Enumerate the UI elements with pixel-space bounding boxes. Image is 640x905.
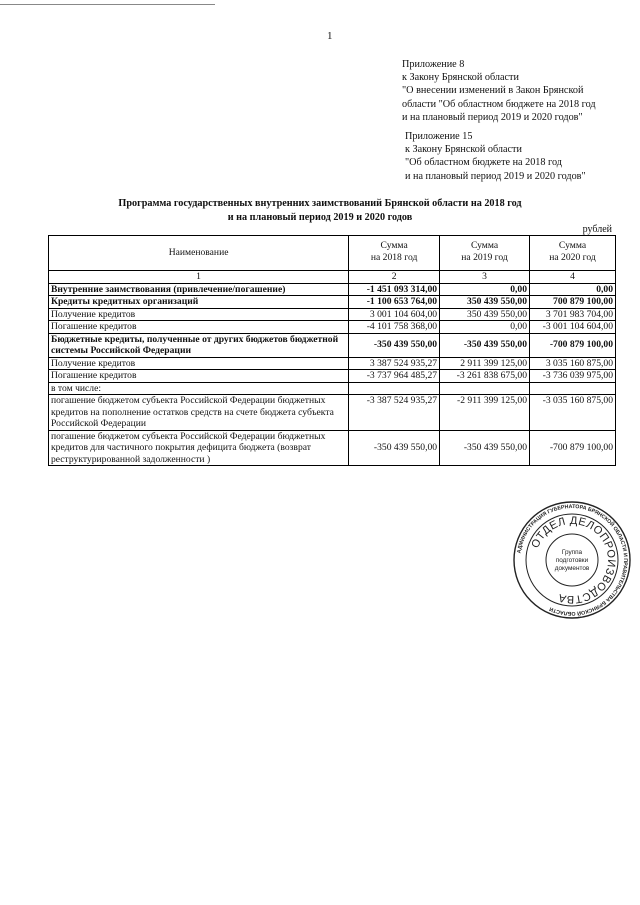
row-2020-cell: 700 879 100,00 [530, 296, 616, 309]
appendix-line: к Закону Брянской области [402, 72, 519, 84]
row-name-cell: погашение бюджетом субъекта Российской Федерации бюджетных кредитов на пополнение остатков средств на счете бюджета субъекта Российской Федерации [49, 395, 349, 431]
appendix-line: и на плановый период 2019 и 2020 годов" [402, 111, 583, 123]
appendix-line: Приложение 8 [402, 59, 465, 70]
table-row [49, 370, 616, 383]
row-2020-cell: 0,00 [530, 283, 616, 296]
row-name-cell: Получение кредитов [49, 308, 349, 321]
row-name-cell: в том числе: [49, 382, 349, 395]
appendix-line: и на плановый период 2019 и 2020 годов" [405, 170, 586, 182]
row-2020-cell: -3 001 104 604,00 [530, 321, 616, 334]
table-header-row [49, 236, 616, 271]
stamp-outer-text: АДМИНИСТРАЦИЯ ГУБЕРНАТОРА БРЯНСКОЙ ОБЛАСТИ И ПРАВИТЕЛЬСТВА БРЯНСКОЙ ОБЛАСТИ [516, 503, 629, 617]
row-2019-cell [440, 382, 530, 395]
header-2019-line1: Сумма [470, 240, 499, 251]
appendix-line: Приложение 15 [405, 131, 473, 142]
row-2020-cell: -700 879 100,00 [530, 333, 616, 357]
header-2020-line1: Сумма [558, 240, 587, 251]
table-row [49, 357, 616, 370]
row-2018-cell: -1 100 653 764,00 [349, 296, 440, 309]
appendix-15-header [405, 130, 586, 183]
header-2018 [349, 236, 440, 271]
column-number-row [49, 271, 616, 284]
row-2019-cell: -350 439 550,00 [440, 430, 530, 466]
header-2019 [440, 236, 530, 271]
row-2018-cell: -4 101 758 368,00 [349, 321, 440, 334]
appendix-line: "Об областном бюджете на 2018 год [405, 157, 562, 169]
header-2019-line2: на 2019 год [461, 251, 508, 263]
row-2020-cell: 3 701 983 704,00 [530, 308, 616, 321]
table-row [49, 395, 616, 431]
row-2020-cell: -3 736 039 975,00 [530, 370, 616, 383]
row-2018-cell: -3 737 964 485,27 [349, 370, 440, 383]
page-number: 1 [327, 30, 333, 42]
row-2019-cell: -2 911 399 125,00 [440, 395, 530, 431]
stamp-center-line: Группа [561, 549, 583, 556]
appendix-8-header [402, 58, 596, 124]
column-number: 3 [440, 271, 530, 284]
title-line-2: и на плановый период 2019 и 2020 годов [227, 211, 413, 223]
appendix-line: области "Об областном бюджете на 2018 год [402, 98, 596, 110]
row-name-cell: Кредиты кредитных организаций [49, 296, 349, 309]
appendix-line: "О внесении изменений в Закон Брянской [402, 85, 584, 97]
row-name-cell: Получение кредитов [49, 357, 349, 370]
row-2018-cell: 3 001 104 604,00 [349, 308, 440, 321]
row-2018-cell: -3 387 524 935,27 [349, 395, 440, 431]
title-line-1: Программа государственных внутренних заимствований Брянской области на 2018 год [118, 198, 522, 209]
row-2018-cell: 3 387 524 935,27 [349, 357, 440, 370]
row-2019-cell: 350 439 550,00 [440, 308, 530, 321]
table-row [49, 333, 616, 357]
row-2019-cell: -3 261 838 675,00 [440, 370, 530, 383]
table-row [49, 296, 616, 309]
row-2020-cell [530, 382, 616, 395]
row-2020-cell: 3 035 160 875,00 [530, 357, 616, 370]
column-number: 4 [530, 271, 616, 284]
row-name-cell: Бюджетные кредиты, полученные от других бюджетов бюджетной системы Российской Федерации [49, 333, 349, 357]
table-row [49, 382, 616, 395]
row-2018-cell: -1 451 093 314,00 [349, 283, 440, 296]
units-label: рублей [582, 224, 612, 235]
table-row [49, 430, 616, 466]
row-2019-cell: 2 911 399 125,00 [440, 357, 530, 370]
stamp-center-line: подготовки [555, 557, 589, 564]
header-2018-line2: на 2018 год [370, 251, 418, 263]
stamp-center-line: документов [554, 565, 590, 572]
row-2019-cell: 0,00 [440, 321, 530, 334]
table-row [49, 283, 616, 296]
header-2020-line2: на 2020 год [549, 251, 596, 263]
top-rule [0, 4, 215, 5]
row-2018-cell [349, 382, 440, 395]
row-2020-cell: -700 879 100,00 [530, 430, 616, 466]
header-2020 [530, 236, 616, 271]
column-number: 1 [49, 271, 349, 284]
row-name-cell: Погашение кредитов [49, 321, 349, 334]
column-number: 2 [349, 271, 440, 284]
row-2018-cell: -350 439 550,00 [349, 333, 440, 357]
row-2018-cell: -350 439 550,00 [349, 430, 440, 466]
row-2019-cell: -350 439 550,00 [440, 333, 530, 357]
header-2018-line1: Сумма [380, 240, 408, 251]
row-name-cell: Погашение кредитов [49, 370, 349, 383]
table-row [49, 321, 616, 334]
appendix-line: к Закону Брянской области [405, 144, 522, 156]
row-name-cell: Внутренние заимствования (привлечение/погашение) [49, 283, 349, 296]
row-2020-cell: -3 035 160 875,00 [530, 395, 616, 431]
header-name: Наименование [49, 236, 349, 271]
borrowing-program-table [48, 235, 616, 466]
seal-stamp [512, 500, 632, 620]
document-title [40, 197, 600, 224]
row-2019-cell: 0,00 [440, 283, 530, 296]
row-name-cell: погашение бюджетом субъекта Российской Федерации бюджетных кредитов для частичного покрытия дефицита бюджета (возврат реструктурированной задолженности ) [49, 430, 349, 466]
stamp-middle-text: ОТДЕЛ ДЕЛОПРОИЗВОДСТВА [529, 514, 618, 606]
row-2019-cell: 350 439 550,00 [440, 296, 530, 309]
table-row [49, 308, 616, 321]
